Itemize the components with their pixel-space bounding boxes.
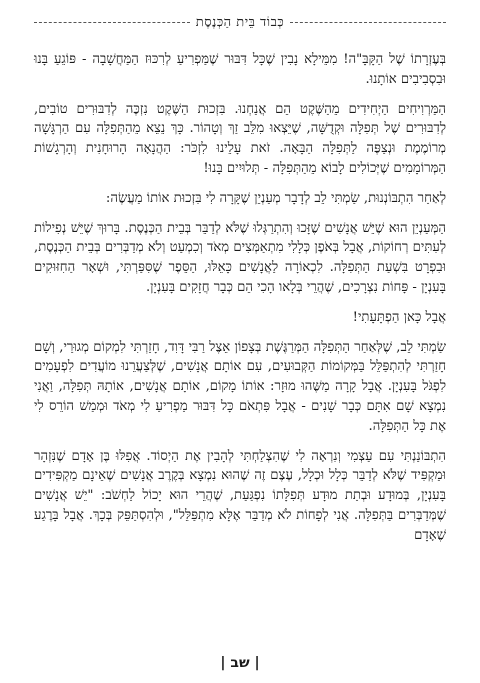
running-header [28,14,452,30]
paragraph-4: הַמְּעַנְיֵן הוּא שֶׁיֵּשׁ אֲנָשִׁים שֶׁזָּכוּ וְהִתְרַגְּלוּ שֶׁלֹּא לְדַבֵּר בְּבֵית הַכְּנֶסֶת. בָּרוּךְ שֶׁיֵּשׁ נְפִילוֹת לְעִתִּים רְחוֹקוֹת, אֲבָל בְּאֹפֶן כְּלָלִי מִתְאַמְּצִים מְאֹד וְכִמְעַט וְלֹא מְדַבְּרִים בְּבֵית הַכְּנֶסֶת, וּבִפְרָט בִּשְׁעַת הַתְּפִלָּה. לִכְאוֹרָה לַאֲנָשִׁים כָּאֵלּוּ, הַסֵּפֶר שֶׁסִּפַּרְתִּי, וּשְׁאָר הַחִזּוּקִים בָּעִנְיָן - פָּחוֹת נִצְרָכִים, שֶׁהֲרֵי בְּלָאו הָכִי הֵם כְּבָר חֲזָקִים בָּעִנְיָן. [34,220,446,295]
paragraph-1: בְּעֶזְרָתוֹ שֶׁל הַקָּבָּ"ה! מִמֵּילָא נָבִין שֶׁכָּל דִּבּוּר שֶׁמַּפְרִיעַ לְרִכּוּז הַמַּחֲשָׁבָה - פּוֹגֵעַ בָּנוּ וּבִסְבִיבִים אוֹתָנוּ. [34,52,446,87]
page-body [34,50,446,546]
paragraph-3: לְאַחַר הִתְבּוֹנְנוּת, שַׂמְתִּי לֵב לְדָבָר מְעַנְיֵן שֶׁקָּרָה לִי בִּזְכוּת אוֹתוֹ מַעֲשֶׂה: [105,190,446,206]
paragraph-2: הַמַּרְוִיחִים הַיְחִידִים מֵהַשֶּׁקֶט הֵם אֲנַחְנוּ. בִּזְכוּת הַשֶּׁקֶט נִזְכֶּה לְדִבּוּרִים טוֹבִים, לְדִבּוּרִים שֶׁל תְּפִלָּה וּקְדֻשָּׁה, שֶׁיֵּצְאוּ מִלֵּב זַךְ וְטָהוֹר. כָּךְ נֵצֵא מֵהַתְּפִלָּה עִם הַרְגָּשָׁה מְרוֹמֶמֶת וּנְצַפֶּה לַתְּפִלָּה הַבָּאָה. זֹאת עָלֵינוּ לִזְכֹּר: הַהֲנָאָה הָרוּחָנִית וְהָרְגָשׁוֹת הַמְּרוֹמָמִים שֶׁיְּכוֹלִים לָבוֹא מֵהַתְּפִלָּה - תְּלוּיִים בָּנוּ! [34,101,446,176]
paragraph-5: אֲבָל כָּאן הַפְתָּעָתִי! [352,309,446,325]
paragraph-6: שַׂמְתִּי לֵב, שֶׁלְּאַחַר הַתְּפִלָּה הַמְּרַגֶּשֶׁת בְּצָפוֹן אֵצֶל רַבִּי דָּוִד, חָזַרְתִּי לִמְקוֹם מְגוּרַי, וְשָׁם חָזַרְתִּי לְהִתְפַּלֵּל בַּמְּקוֹמוֹת הַקְּבוּעִים, עִם אוֹתָם אֲנָשִׁים, שֶׁלְּצַעֲרֵנוּ מוֹעֲדִים לִפְעָמִים לִפְגֹּל בָּעִנְיָן. אֲבָל קָרָה מַשֶּׁהוּ מוּזָר: אוֹתוֹ מָקוֹם, אוֹתָם אֲנָשִׁים, אוֹתָהּ תְּפִלָּה, וַאֲנִי נִמְצָא שָׁם אִתָּם כְּבָר שָׁנִים - אֲבָל פִּתְאֹם כָּל דִּבּוּר מַפְרִיעַ לִי מְאֹד וּמְמַשׁ הוֹרֵס לִי אֶת כָּל הַתְּפִלָּה. [34,339,446,434]
header-title: כְּבוֹד בֵּית הַכְּנֶסֶת [195,15,285,30]
paragraph-7: הִתְבּוֹנַנְתִּי עִם עַצְמִי וְנִרְאָה לִי שֶׁהִצְלַחְתִּי לְהָבִין אֶת הַיְסוֹד. אֲפִלּוּ בֶּן אָדָם שֶׁנִּזְהָר וּמַקְפִּיד שֶׁלֹּא לְדַבֵּר כְּלָל וּכְלָל, עֶצֶם זֶה שֶׁהוּא נִמְצָא בְּקֶרֶב אֲנָשִׁים שֶׁאֵינָם מַקְפִּידִים בָּעִנְיָן, בְּמוּדָע וּבְתַת מוּדָע תְּפִלָּתוֹ נִפְגַּעַת, שֶׁהֲרֵי הוּא יָכוֹל לַחְשֹׁב: "יֵשׁ אֲנָשִׁים שֶׁמְּדַבְּרִים בַּתְּפִלָּה. אֲנִי לְפָחוֹת לֹא מְדַבֵּר אֶלָּא מִתְפַּלֵּל", וּלְהִסְתַּפֵּק בְּכָךְ. אֲבָל בָּרֶגַע שֶׁאָדָם [34,448,446,543]
page-number: | שב | [220,655,260,671]
header-rule-right [290,22,446,23]
header-rule-left [34,22,190,23]
